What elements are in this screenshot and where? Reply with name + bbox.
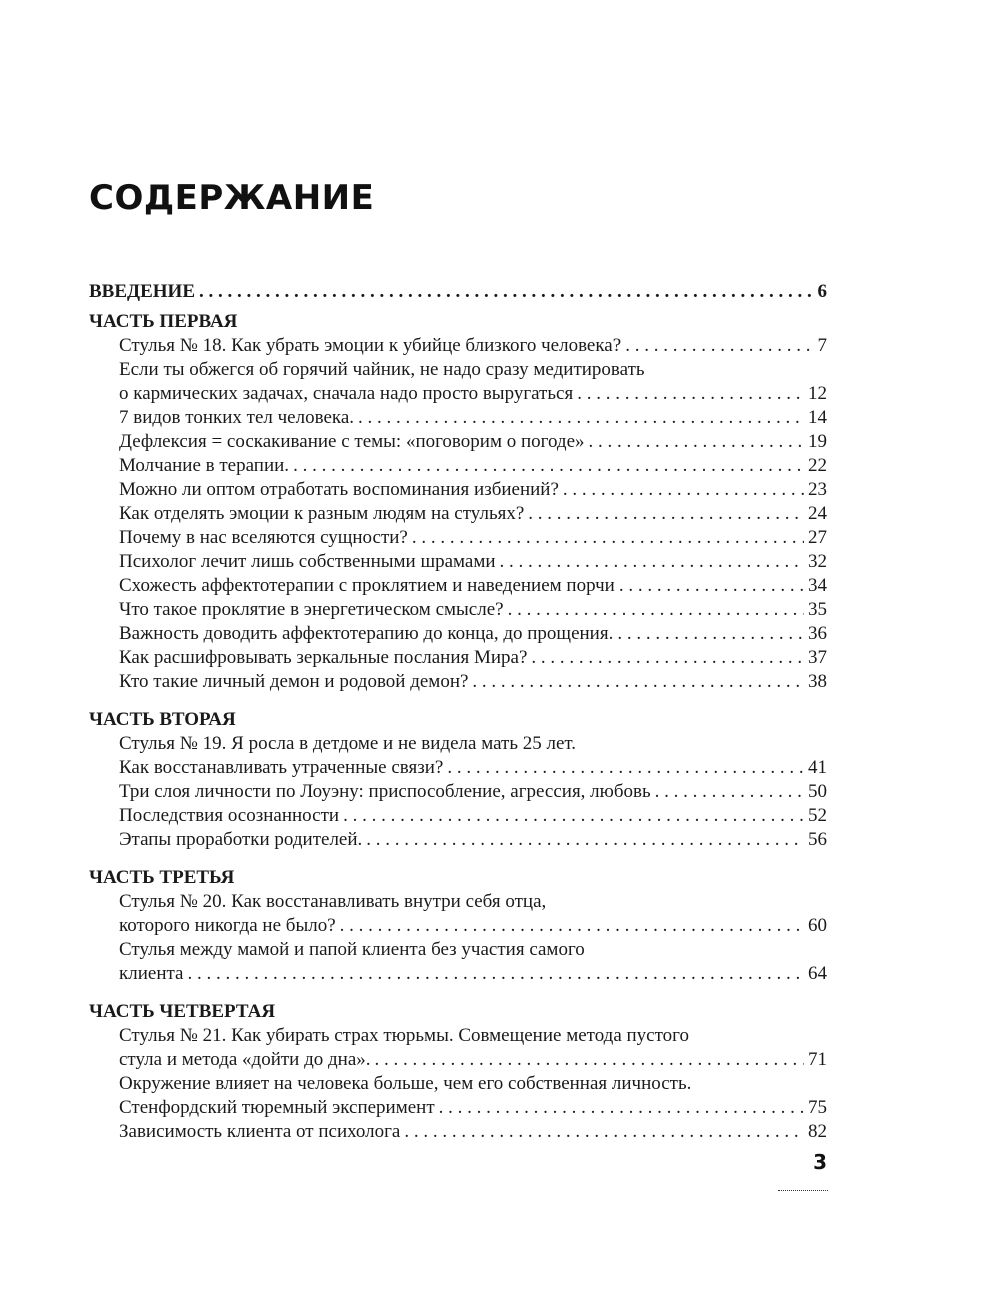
part-heading: ЧАСТЬ ЧЕТВЕРТАЯ xyxy=(89,1001,276,1022)
toc-entry[interactable] xyxy=(89,358,827,406)
toc-entry-line xyxy=(89,550,827,574)
dot-leader xyxy=(375,1048,804,1072)
toc-entry-title: Последствия осознанности xyxy=(119,805,340,826)
toc-entry-line xyxy=(89,938,827,962)
toc-entry[interactable] xyxy=(89,574,827,598)
toc-entry-title: Если ты обжегся об горячий чайник, не надо сразу медитировать xyxy=(119,359,645,380)
page-number: 3 xyxy=(813,1150,827,1174)
toc-page-number: 36 xyxy=(808,623,827,644)
toc-entry-title: Как отделять эмоции к разным людям на стульях? xyxy=(119,503,525,524)
toc-entry-title: Кто такие личный демон и родовой демон? xyxy=(119,671,469,692)
toc-entry-title: клиента xyxy=(119,963,184,984)
toc-entry-title: Почему в нас вселяются сущности? xyxy=(119,527,408,548)
toc-entry-line xyxy=(89,732,827,756)
toc-entry-title: Окружение влияет на человека больше, чем его собственная личность. xyxy=(119,1073,692,1094)
toc-page-number: 60 xyxy=(808,915,827,936)
toc-entry[interactable] xyxy=(89,622,827,646)
dot-leader xyxy=(589,430,804,454)
toc-entry[interactable] xyxy=(89,406,827,430)
toc-entry[interactable] xyxy=(89,804,827,828)
toc-entry-line xyxy=(89,598,827,622)
toc-parts xyxy=(89,310,827,1144)
toc-entry-line xyxy=(89,914,827,938)
toc-entry-title: стула и метода «дойти до дна». xyxy=(119,1049,371,1070)
dot-leader xyxy=(577,382,804,406)
toc-entry-line xyxy=(89,646,827,670)
toc-entry[interactable] xyxy=(89,890,827,938)
toc-entry[interactable] xyxy=(89,1120,827,1144)
toc-entry[interactable] xyxy=(89,598,827,622)
dot-leader xyxy=(617,622,804,646)
toc-entry-title: Стулья № 19. Я росла в детдоме и не видела мать 25 лет. xyxy=(119,733,577,754)
toc-entry-line xyxy=(89,406,827,430)
toc-entry[interactable] xyxy=(89,478,827,502)
toc-page-number: 24 xyxy=(808,503,827,524)
toc-entry-title: Важность доводить аффектотерапию до конца, до прощения. xyxy=(119,623,614,644)
toc-entry[interactable] xyxy=(89,646,827,670)
dot-leader xyxy=(625,334,813,358)
toc-entry-title: Стулья № 18. Как убрать эмоции к убийце близкого человека? xyxy=(119,335,622,356)
toc-entry-title: 7 видов тонких тел человека. xyxy=(119,407,355,428)
toc-entry-line xyxy=(89,1024,827,1048)
toc-entry-line xyxy=(89,478,827,502)
toc-entry[interactable] xyxy=(89,732,827,780)
dot-leader xyxy=(655,780,804,804)
toc-entry[interactable] xyxy=(89,454,827,478)
part-heading: ЧАСТЬ ПЕРВАЯ xyxy=(89,311,238,332)
toc-entry-title: ВВЕДЕНИЕ xyxy=(89,281,195,302)
toc-page-number: 50 xyxy=(808,781,827,802)
dot-leader xyxy=(293,454,804,478)
toc-entry[interactable] xyxy=(89,526,827,550)
toc-part xyxy=(89,310,827,694)
toc-page-number: 6 xyxy=(817,281,827,302)
toc-entry[interactable] xyxy=(89,828,827,852)
toc-entry[interactable] xyxy=(89,334,827,358)
dot-leader xyxy=(340,914,804,938)
dot-leader xyxy=(531,646,804,670)
toc-entry[interactable] xyxy=(89,550,827,574)
toc-part xyxy=(89,1000,827,1144)
toc-page-number: 38 xyxy=(808,671,827,692)
toc-entry-title: Три слоя личности по Лоуэну: приспособление, агрессия, любовь xyxy=(119,781,651,802)
dot-leader xyxy=(343,804,804,828)
dot-leader xyxy=(412,526,804,550)
toc-page-number: 52 xyxy=(808,805,827,826)
toc-entry-line xyxy=(89,670,827,694)
toc-entry-line xyxy=(89,804,827,828)
toc-entry-line xyxy=(89,756,827,780)
toc-page-number: 75 xyxy=(808,1097,827,1118)
toc-entry-line xyxy=(89,358,827,382)
toc-page-number: 32 xyxy=(808,551,827,572)
dot-leader xyxy=(472,670,804,694)
toc-page-number: 12 xyxy=(808,383,827,404)
toc-entry[interactable] xyxy=(89,430,827,454)
toc-entry-introduction[interactable] xyxy=(89,280,827,304)
dot-leader xyxy=(439,1096,804,1120)
toc-entry-line xyxy=(89,1048,827,1072)
toc-entry-title: Стулья № 21. Как убирать страх тюрьмы. Совмещение метода пустого xyxy=(119,1025,689,1046)
toc-entry-title: Можно ли оптом отработать воспоминания избиений? xyxy=(119,479,559,500)
toc-page-number: 27 xyxy=(808,527,827,548)
dot-leader xyxy=(500,550,804,574)
toc-entry-title: Схожесть аффектотерапии с проклятием и наведением порчи xyxy=(119,575,615,596)
toc-page-number: 37 xyxy=(808,647,827,668)
toc-entry-title: Стулья между мамой и папой клиента без участия самого xyxy=(119,939,585,960)
toc-page-number: 19 xyxy=(808,431,827,452)
toc-entry-line xyxy=(89,526,827,550)
toc-entry[interactable] xyxy=(89,1072,827,1120)
page-number-dotted-rule xyxy=(778,1190,828,1191)
table-of-contents xyxy=(89,280,827,1144)
toc-page-number: 14 xyxy=(808,407,827,428)
dot-leader xyxy=(619,574,804,598)
dot-leader xyxy=(404,1120,804,1144)
toc-entry-title: Как расшифровывать зеркальные послания Мира? xyxy=(119,647,528,668)
toc-entry-title: Как восстанавливать утраченные связи? xyxy=(119,757,444,778)
toc-entry-title: о кармических задачах, сначала надо просто выругаться xyxy=(119,383,574,404)
toc-entry[interactable] xyxy=(89,780,827,804)
dot-leader xyxy=(563,478,804,502)
toc-entry-line xyxy=(89,334,827,358)
toc-entry-line xyxy=(89,1096,827,1120)
toc-entry-title: Стулья № 20. Как восстанавливать внутри себя отца, xyxy=(119,891,547,912)
toc-page-number: 82 xyxy=(808,1121,827,1142)
toc-entry-title: Дефлексия = соскакивание с темы: «поговорим о погоде» xyxy=(119,431,585,452)
toc-part xyxy=(89,866,827,986)
toc-entry-line xyxy=(89,574,827,598)
toc-entry-line xyxy=(89,1072,827,1096)
toc-entry-title: Что такое проклятие в энергетическом смысле? xyxy=(119,599,504,620)
toc-page-number: 71 xyxy=(808,1049,827,1070)
dot-leader xyxy=(508,598,804,622)
toc-entry-title: Психолог лечит лишь собственными шрамами xyxy=(119,551,496,572)
dot-leader xyxy=(187,962,804,986)
toc-entry-title: которого никогда не было? xyxy=(119,915,336,936)
dot-leader xyxy=(199,280,814,304)
toc-entry[interactable] xyxy=(89,938,827,986)
part-heading: ЧАСТЬ ТРЕТЬЯ xyxy=(89,867,235,888)
dot-leader xyxy=(447,756,804,780)
toc-page-number: 64 xyxy=(808,963,827,984)
toc-entry-line xyxy=(89,780,827,804)
toc-entry-title: Стенфордский тюремный эксперимент xyxy=(119,1097,435,1118)
toc-page-number: 41 xyxy=(808,757,827,778)
toc-entry-title: Зависимость клиента от психолога xyxy=(119,1121,401,1142)
toc-entry-title: Молчание в терапии. xyxy=(119,455,290,476)
toc-entry[interactable] xyxy=(89,502,827,526)
toc-page-number: 34 xyxy=(808,575,827,596)
toc-page-number: 35 xyxy=(808,599,827,620)
toc-page-number: 23 xyxy=(808,479,827,500)
toc-entry-line xyxy=(89,962,827,986)
toc-entry-line xyxy=(89,382,827,406)
part-heading: ЧАСТЬ ВТОРАЯ xyxy=(89,709,236,730)
toc-part xyxy=(89,708,827,852)
toc-entry-line xyxy=(89,890,827,914)
toc-entry-line xyxy=(89,430,827,454)
toc-entry-line xyxy=(89,828,827,852)
toc-entry-line xyxy=(89,622,827,646)
page-title: СОДЕРЖАНИЕ xyxy=(89,178,375,218)
toc-entry[interactable] xyxy=(89,670,827,694)
toc-page-number: 7 xyxy=(817,335,827,356)
dot-leader xyxy=(358,406,804,430)
toc-entry[interactable] xyxy=(89,1024,827,1072)
dot-leader xyxy=(528,502,804,526)
dot-leader xyxy=(366,828,804,852)
toc-entry-line xyxy=(89,1120,827,1144)
toc-page-number: 22 xyxy=(808,455,827,476)
toc-entry-line xyxy=(89,454,827,478)
toc-entry-line xyxy=(89,502,827,526)
toc-page-number: 56 xyxy=(808,829,827,850)
toc-entry-title: Этапы проработки родителей. xyxy=(119,829,363,850)
